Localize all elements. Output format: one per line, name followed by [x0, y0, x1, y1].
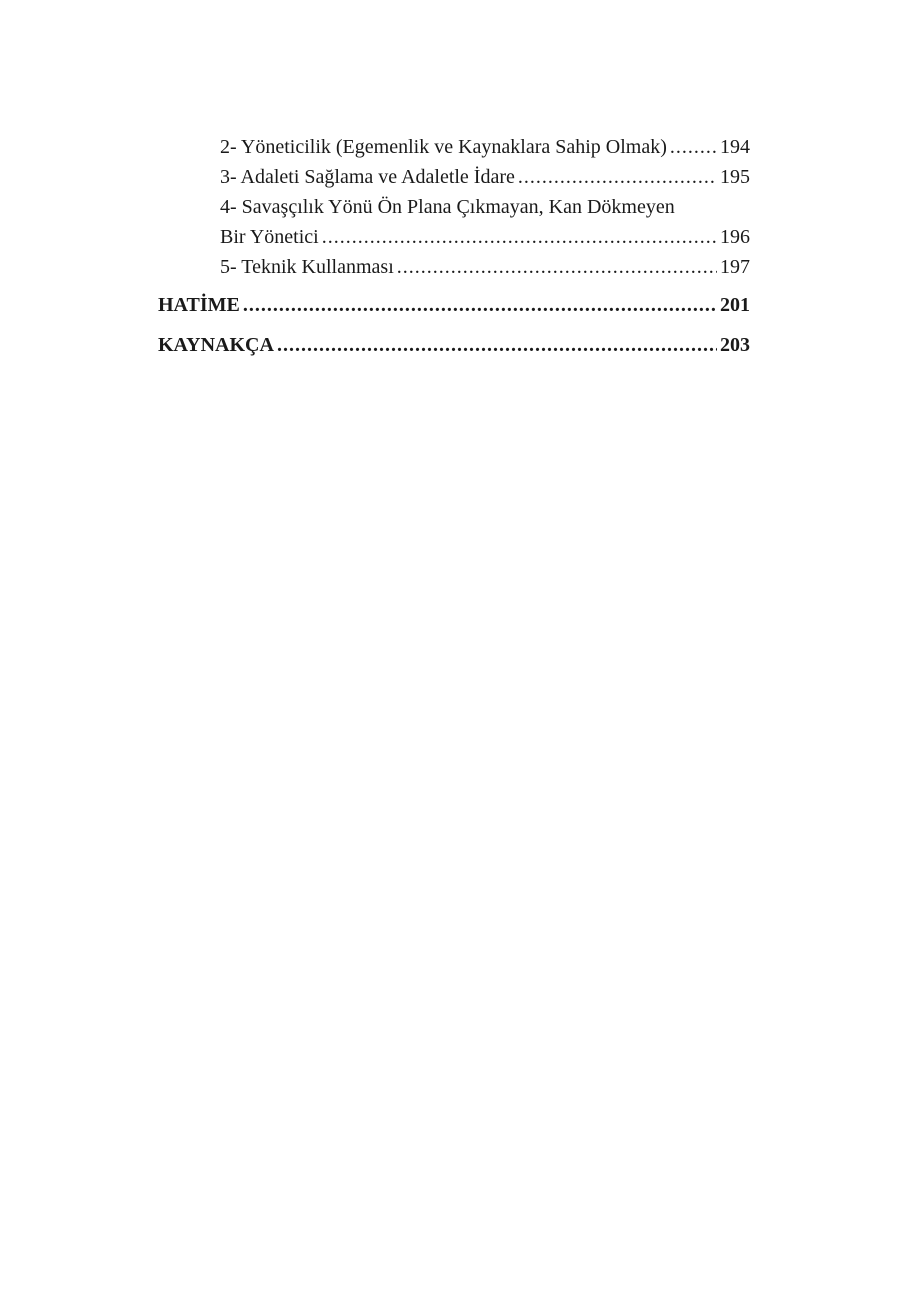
toc-entry-title-line2: Bir Yönetici [220, 226, 319, 248]
dot-leader [397, 252, 717, 282]
table-of-contents [158, 132, 750, 360]
toc-entry [158, 132, 750, 162]
toc-entry-title: 2- Yöneticilik (Egemenlik ve Kaynaklara Sahip Olmak) [220, 136, 667, 158]
toc-entry-page: 197 [720, 256, 750, 278]
toc-entry-title-line1: 4- Savaşçılık Yönü Ön Plana Çıkmayan, Kan Dökmeyen [220, 196, 675, 218]
dot-leader [243, 290, 717, 320]
dot-leader [322, 222, 717, 252]
toc-entry-page: 195 [720, 166, 750, 188]
toc-entry [158, 162, 750, 192]
toc-main-page: 201 [720, 294, 750, 316]
toc-entry-page: 194 [720, 136, 750, 158]
toc-main-page: 203 [720, 334, 750, 356]
toc-main-title: KAYNAKÇA [158, 334, 274, 356]
toc-main-title: HATİME [158, 294, 240, 316]
toc-main-entry [158, 330, 750, 360]
toc-entry [158, 192, 750, 252]
toc-entry-page: 196 [720, 226, 750, 248]
dot-leader [518, 162, 717, 192]
dot-leader [670, 132, 717, 162]
toc-entry-title: 5- Teknik Kullanması [220, 256, 394, 278]
toc-entry-title: 3- Adaleti Sağlama ve Adaletle İdare [220, 166, 515, 188]
toc-entry [158, 252, 750, 282]
dot-leader [277, 330, 717, 360]
toc-main-entry [158, 290, 750, 320]
